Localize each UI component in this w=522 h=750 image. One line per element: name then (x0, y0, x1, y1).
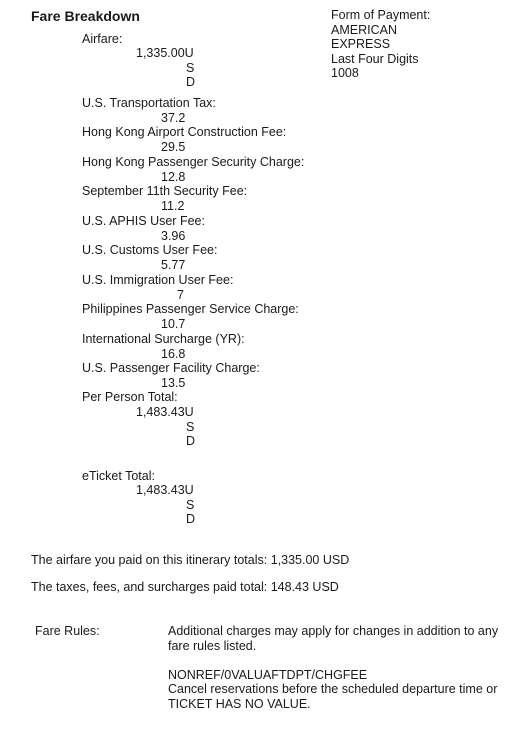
per-person-currency-d: D (186, 434, 196, 448)
fee-value-philippines-service: 10.7 (161, 317, 186, 331)
fee-label-sept11-security: September 11th Security Fee: (82, 184, 248, 198)
per-person-total-value: 1,483.43U (136, 405, 194, 419)
airfare-label: Airfare: (82, 32, 123, 46)
eticket-currency-d: D (186, 512, 196, 526)
taxes-total-summary: The taxes, fees, and surcharges paid total: 148.43 USD (31, 580, 339, 594)
fee-value-international-surcharge: 16.8 (161, 347, 186, 361)
fee-label-us-passenger-facility: U.S. Passenger Facility Charge: (82, 361, 260, 375)
card-type-line1: AMERICAN (331, 22, 397, 37)
fee-value-sept11-security: 11.2 (161, 199, 185, 213)
fee-value-us-aphis: 3.96 (161, 229, 186, 243)
per-person-currency-s: S (186, 419, 195, 434)
fee-label-hk-airport-construction: Hong Kong Airport Construction Fee: (82, 125, 287, 139)
airfare-currency-d: D (186, 75, 196, 89)
fare-rules-label: Fare Rules: (35, 624, 100, 638)
fee-label-us-customs: U.S. Customs User Fee: (82, 243, 218, 257)
per-person-total-amount (136, 405, 195, 449)
fee-label-philippines-service: Philippines Passenger Service Charge: (82, 302, 299, 316)
airfare-currency-s: S (186, 60, 195, 75)
eticket-total-amount (136, 483, 195, 527)
eticket-total-value: 1,483.43U (136, 483, 194, 497)
last-four-label: Last Four Digits (331, 51, 419, 66)
fee-label-us-aphis: U.S. APHIS User Fee: (82, 214, 205, 228)
fee-value-us-transportation-tax: 37.2 (161, 111, 186, 125)
per-person-total-label: Per Person Total: (82, 390, 178, 404)
page-title: Fare Breakdown (31, 8, 140, 24)
fee-label-us-transportation-tax: U.S. Transportation Tax: (82, 96, 216, 110)
airfare-total-summary: The airfare you paid on this itinerary totals: 1,335.00 USD (31, 553, 350, 567)
fee-label-international-surcharge: International Surcharge (YR): (82, 332, 245, 346)
fee-label-hk-passenger-security: Hong Kong Passenger Security Charge: (82, 155, 305, 169)
fare-rules-additional-charges: Additional charges may apply for changes in addition to any fare rules listed. (168, 624, 499, 653)
airfare-amount (136, 46, 195, 90)
fare-rules-code (168, 668, 513, 712)
fee-value-hk-airport-construction: 29.5 (161, 140, 186, 154)
fee-value-us-immigration: 7 (177, 288, 184, 302)
fare-rules-cancel-notice: Cancel reservations before the scheduled departure time or TICKET HAS NO VALUE. (168, 682, 498, 711)
fare-rules-text (168, 624, 513, 711)
payment-label: Form of Payment: (331, 8, 431, 22)
fee-value-us-passenger-facility: 13.5 (161, 376, 186, 390)
eticket-total-label: eTicket Total: (82, 469, 155, 483)
payment-info (331, 8, 430, 81)
eticket-currency-s: S (186, 497, 195, 512)
fare-rules-code-value: NONREF/0VALUAFTDPT/CHGFEE (168, 667, 368, 682)
fee-value-us-customs: 5.77 (161, 258, 186, 272)
fee-label-us-immigration: U.S. Immigration User Fee: (82, 273, 234, 287)
airfare-amount-value: 1,335.00U (136, 46, 194, 60)
card-type-line2: EXPRESS (331, 37, 391, 51)
fee-value-hk-passenger-security: 12.8 (161, 170, 186, 184)
last-four-digits: 1008 (331, 66, 359, 80)
